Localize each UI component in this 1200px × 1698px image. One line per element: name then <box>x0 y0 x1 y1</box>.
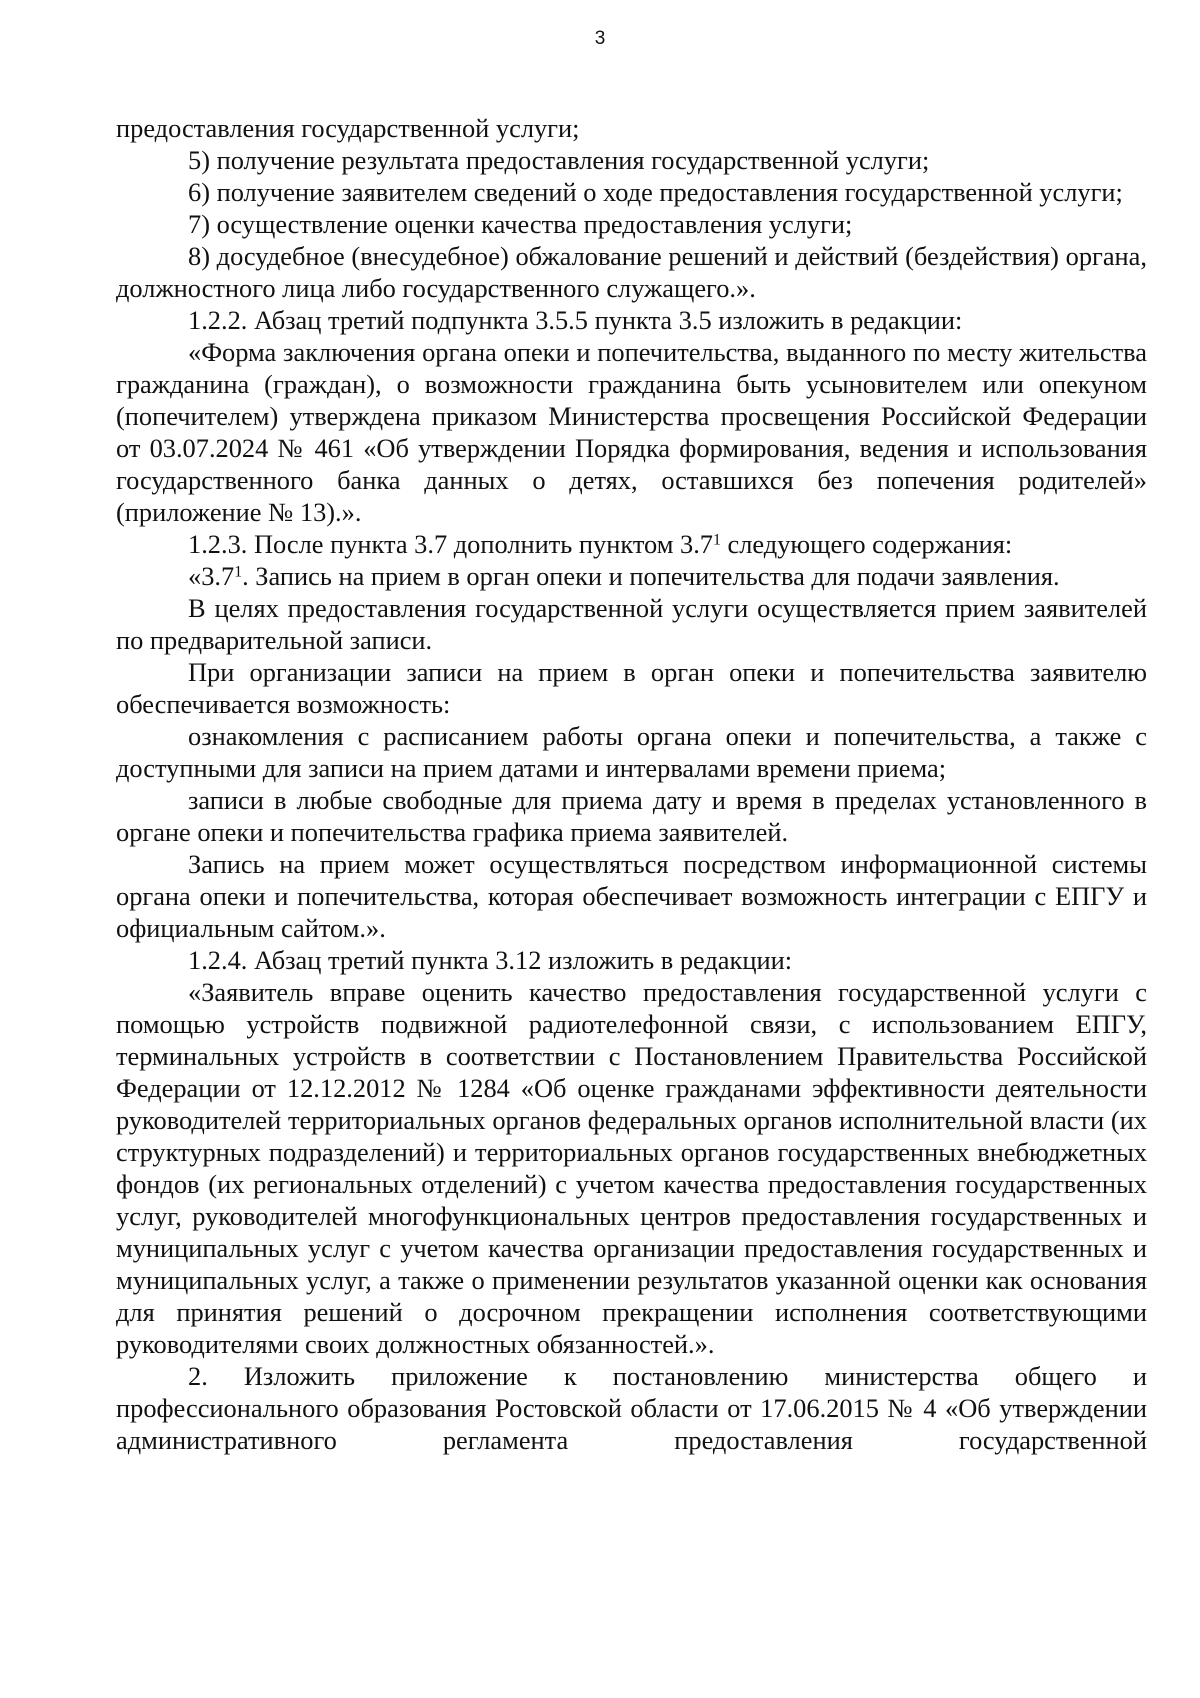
paragraph: 5) получение результата предоставления государственной услуги; <box>188 145 930 175</box>
paragraph: 2. Изложить приложение к постановлению министерства общего и профессионального образования Ростовской области от 17.06.2015 № 4 «Об утверждении административного регламента предоставления государственной <box>116 1361 1147 1455</box>
paragraph: Запись на прием может осуществляться посредством информационной системы органа опеки и попечительства, которая обеспечивает возможность интеграции с ЕПГУ и официальным сайтом.». <box>116 849 1147 943</box>
paragraph-text: следующего содержания: <box>720 529 1013 559</box>
page-number: 3 <box>594 28 606 49</box>
superscript: 1 <box>713 531 721 549</box>
paragraph: ознакомления с расписанием работы органа опеки и попечительства, а также с доступными для записи на прием датами и интервалами времени приема; <box>116 721 1147 783</box>
paragraph-text: 1.2.3. После пункта 3.7 дополнить пунктом 3.7 <box>188 529 714 559</box>
paragraph: 1.2.2. Абзац третий подпункта 3.5.5 пункта 3.5 изложить в редакции: <box>188 305 963 335</box>
paragraph: «Форма заключения органа опеки и попечительства, выданного по месту жительства гражданина (граждан), о возможности гражданина быть усыновителем или опекуном (попечителем) утверждена приказом Министерства просвещения Российской Федерации от 03.07.2024 № 461 «Об утверждении Порядка формирования, ведения и использования государственного банка данных о детях, оставшихся без попечения родителей» (приложение № 13).». <box>116 337 1147 527</box>
superscript: 1 <box>234 563 243 581</box>
paragraph <box>116 560 1147 592</box>
paragraph: При организации записи на прием в орган опеки и попечительства заявителю обеспечивается возможность: <box>116 657 1147 719</box>
paragraph: 6) получение заявителем сведений о ходе предоставления государственной услуги; <box>188 177 1123 207</box>
paragraph: записи в любые свободные для приема дату и время в пределах установленного в органе опеки и попечительства графика приема заявителей. <box>116 785 1147 847</box>
paragraph: 7) осуществление оценки качества предоставления услуги; <box>188 209 853 239</box>
paragraph: предоставления государственной услуги; <box>116 113 580 143</box>
document-body <box>116 112 1147 1456</box>
paragraph: «Заявитель вправе оценить качество предоставления государственной услуги с помощью устройств подвижной радиотелефонной связи, с использованием ЕПГУ, терминальных устройств в соответствии с Постановлением Правительства Российской Федерации от 12.12.2012 № 1284 «Об оценке гражданами эффективности деятельности руководителей территориальных органов федеральных органов исполнительной власти (их структурных подразделений) и территориальных органов государственных внебюджетных фондов (их региональных отделений) с учетом качества предоставления государственных услуг, руководителей многофункциональных центров предоставления государственных и муниципальных услуг с учетом качества организации предоставления государственных и муниципальных услуг, а также о применении результатов указанной оценки как основания для принятия решений о досрочном прекращении исполнения соответствующими руководителями своих должностных обязанностей.». <box>116 977 1147 1359</box>
paragraph <box>116 528 1147 560</box>
paragraph: В целях предоставления государственной услуги осуществляется прием заявителей по предварительной записи. <box>116 593 1147 655</box>
paragraph: 8) досудебное (внесудебное) обжалование решений и действий (бездействия) органа, должностного лица либо государственного служащего.». <box>116 241 1147 303</box>
paragraph: 1.2.4. Абзац третий пункта 3.12 изложить в редакции: <box>188 945 793 975</box>
paragraph-text: . Запись на прием в орган опеки и попечительства для подачи заявления. <box>242 561 1060 591</box>
paragraph-text: «3.7 <box>188 561 235 591</box>
